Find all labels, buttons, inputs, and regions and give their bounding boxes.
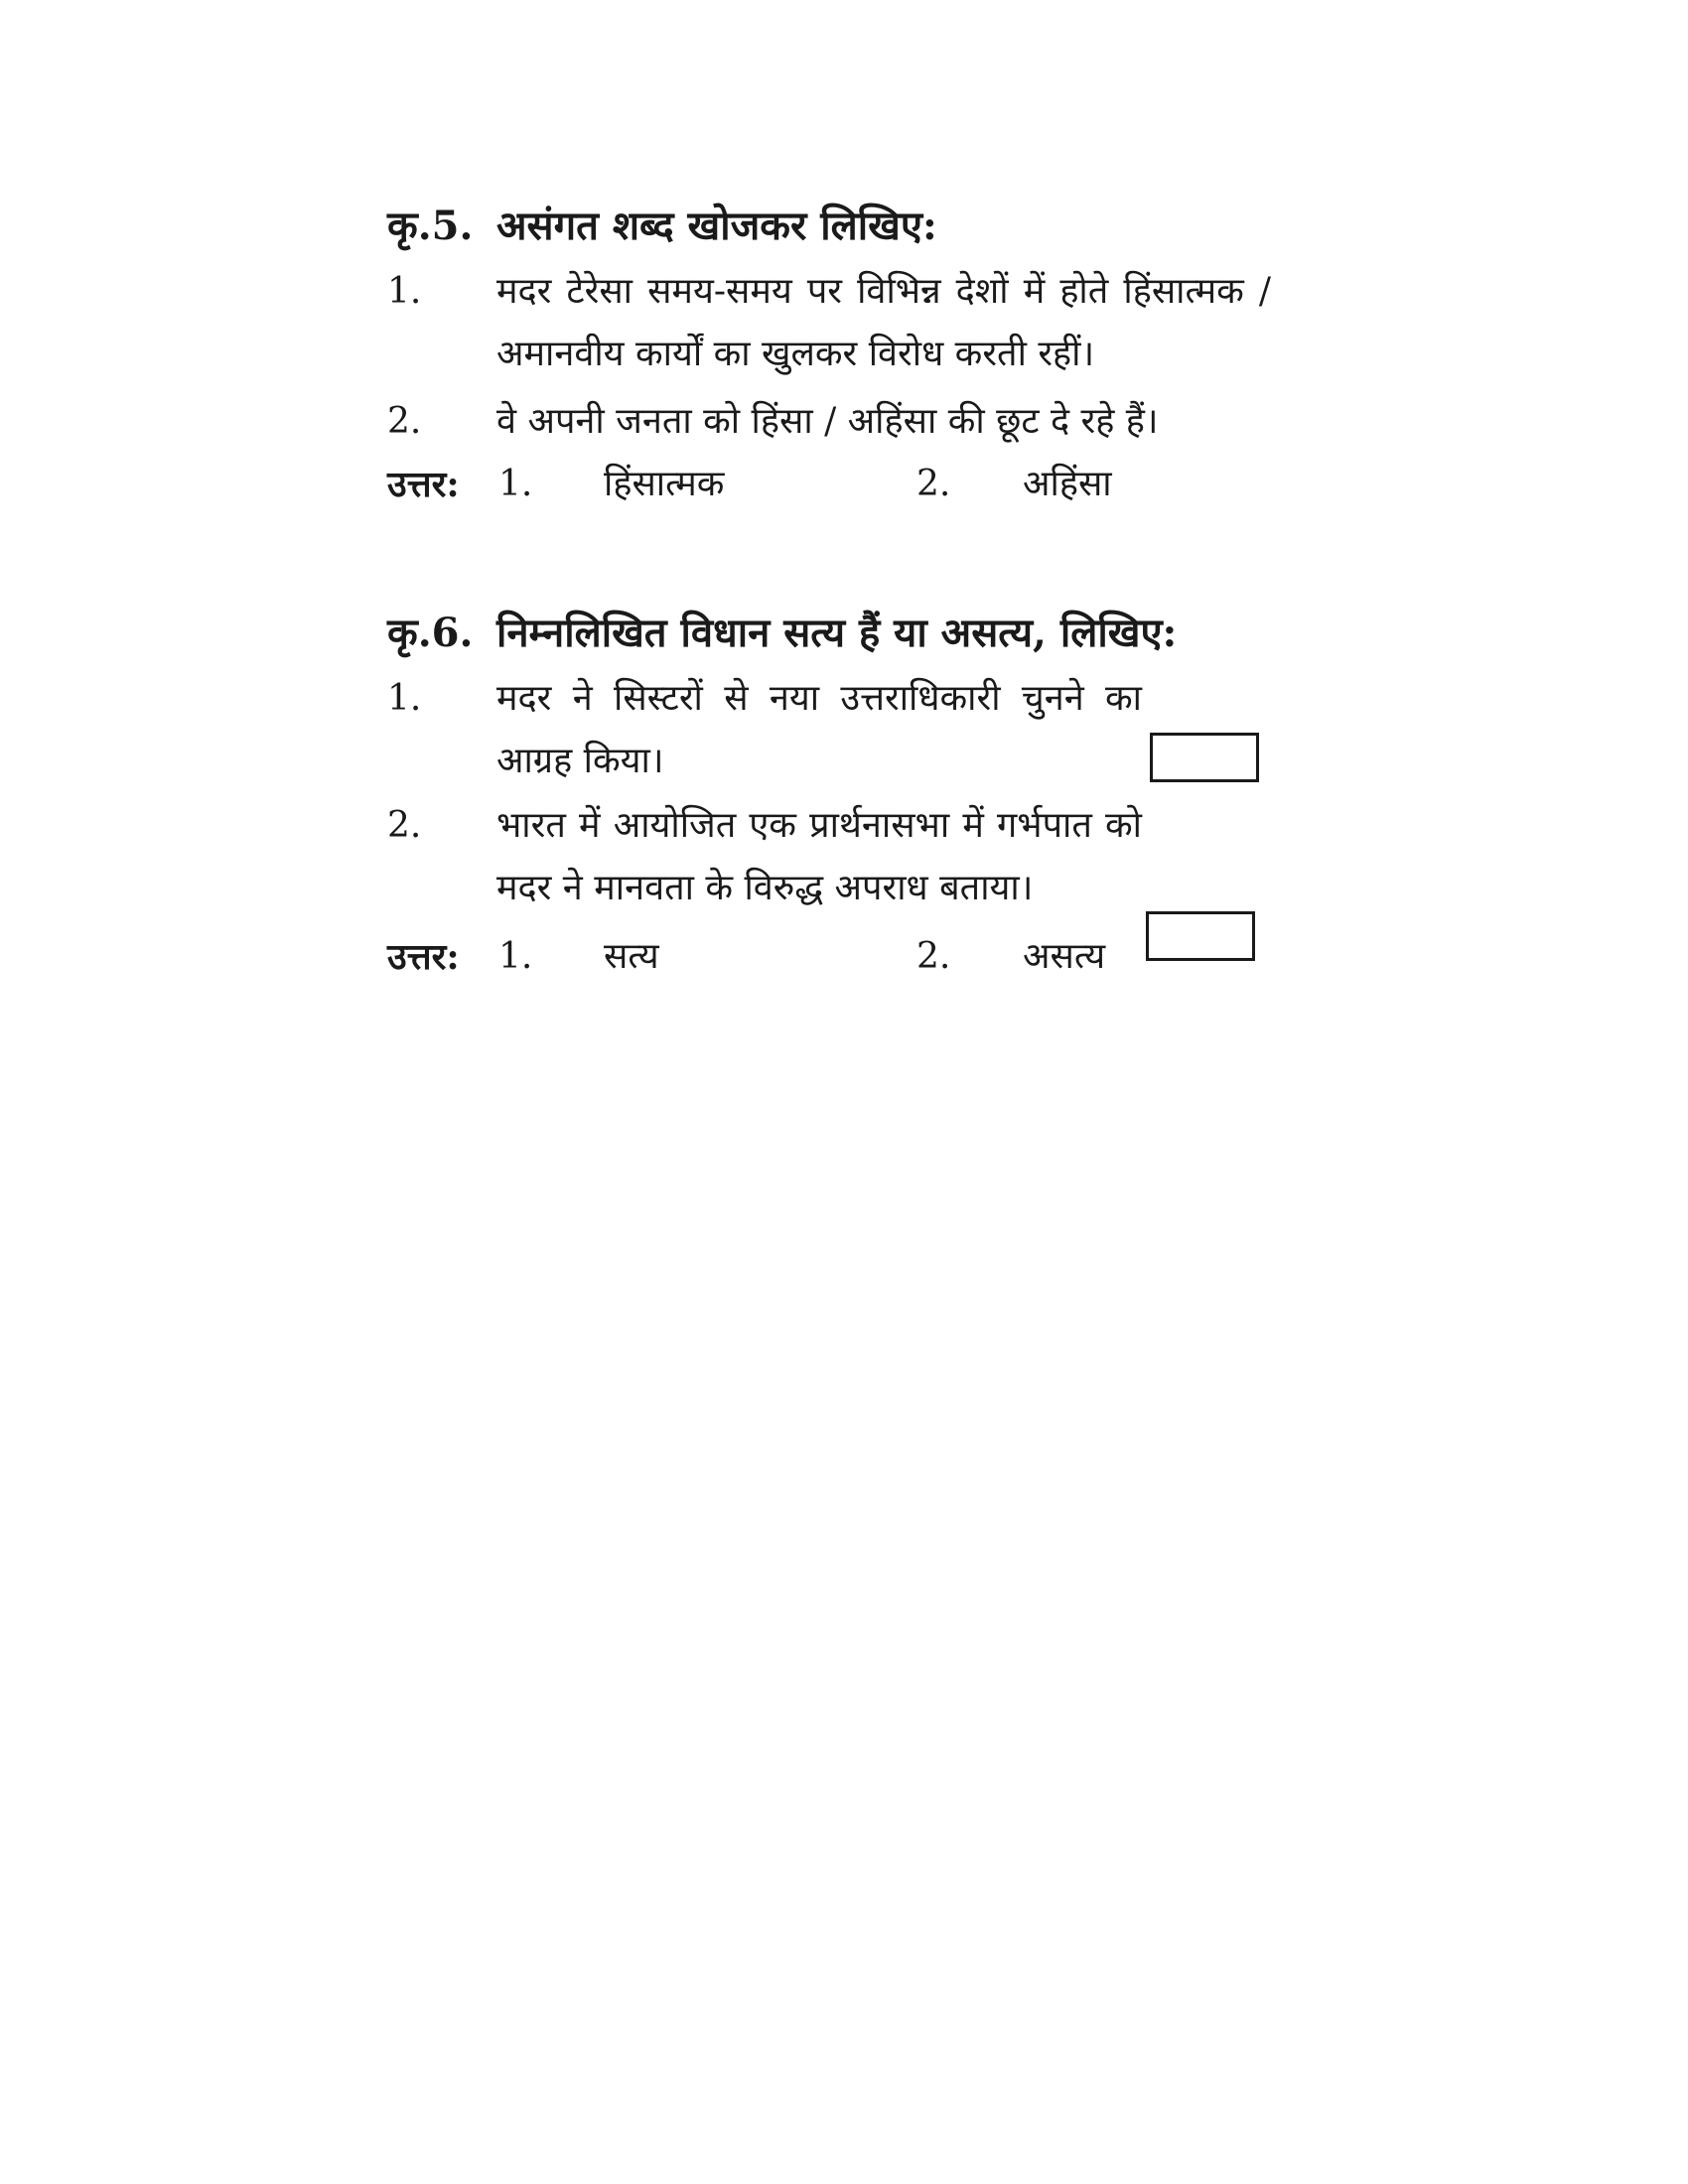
answer-label: उत्तर: [387, 936, 460, 978]
question-6-title: निम्नलिखित विधान सत्य हैं या असत्य, लिखिए: [496, 610, 1178, 656]
question-6 [387, 606, 1271, 989]
answer-1: सत्य [604, 936, 659, 977]
answer-2: अहिंसा [1023, 464, 1112, 504]
answer-number-1: 1. [498, 464, 533, 504]
answer-box-2[interactable] [1146, 911, 1255, 961]
answer-label: उत्तर: [387, 464, 460, 505]
question-5-item-1 [387, 260, 1271, 385]
answer-number-1: 1. [498, 936, 533, 977]
question-6-item-1 [387, 667, 1142, 792]
item-text: मदर ने सिस्टरों से नया उत्तराधिकारी चुनने का आग्रह किया। [496, 678, 1142, 781]
answer-box-1[interactable] [1150, 733, 1259, 782]
answer-2: असत्य [1023, 936, 1106, 977]
question-5-heading [387, 199, 1271, 254]
question-5-item-2 [387, 390, 1271, 453]
answer-number-2: 2. [916, 936, 951, 977]
answer-number-2: 2. [916, 464, 951, 504]
item-number: 1. [387, 678, 422, 719]
item-number: 1. [387, 271, 422, 312]
question-6-number: कृ.6. [387, 610, 474, 656]
answer-1: हिंसात्मक [604, 464, 725, 504]
question-6-answer [387, 925, 1271, 989]
question-5-answer [387, 453, 1271, 516]
item-text: वे अपनी जनता को हिंसा / अहिंसा की छूट दे रहे हैं। [496, 401, 1159, 442]
item-number: 2. [387, 401, 422, 442]
question-5 [387, 199, 1271, 516]
item-text: भारत में आयोजित एक प्रार्थनासभा में गर्भपात को मदर ने मानवता के विरुद्ध अपराध बताया। [496, 805, 1142, 908]
question-6-item-2 [387, 794, 1142, 919]
question-5-number: कृ.5. [387, 203, 474, 249]
question-5-title: असंगत शब्द खोजकर लिखिए: [496, 203, 937, 249]
item-text: मदर टेरेसा समय-समय पर विभिन्न देशों में होते हिंसात्मक / अमानवीय कार्यों का खुलकर विरोध करती रहीं। [496, 271, 1271, 374]
question-6-heading [387, 606, 1271, 661]
item-number: 2. [387, 805, 422, 846]
